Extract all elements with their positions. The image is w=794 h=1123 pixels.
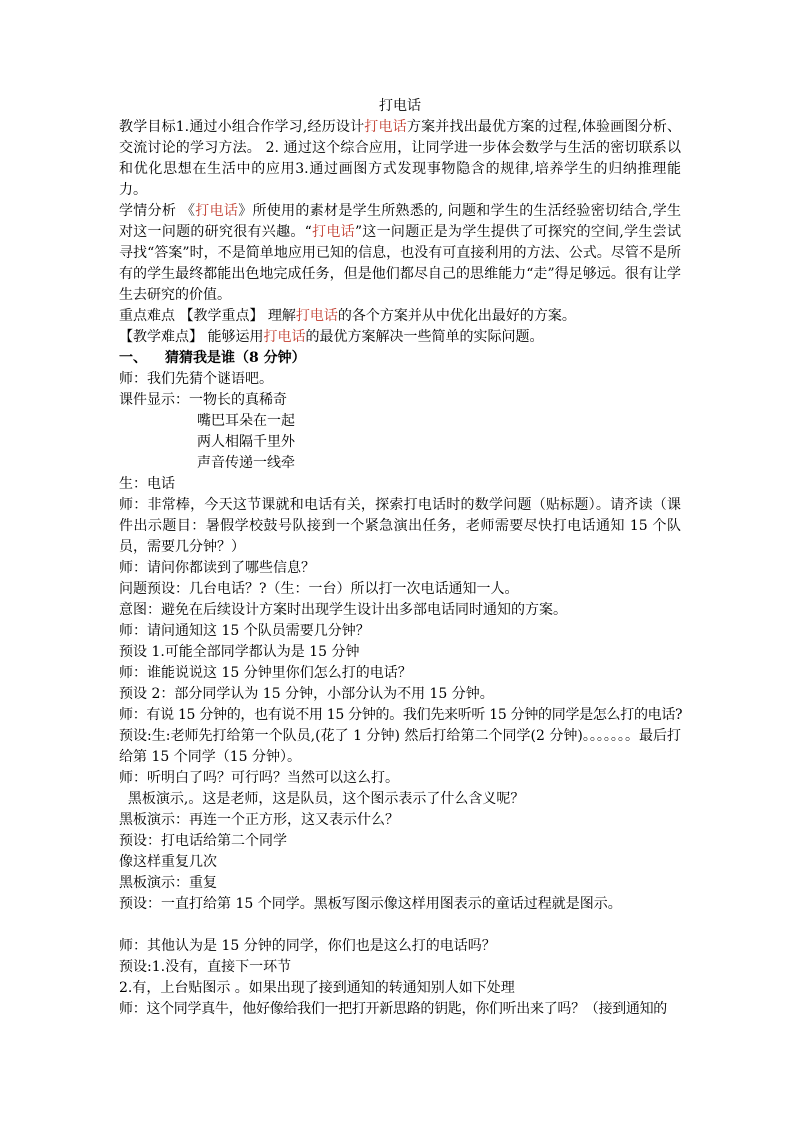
text-line: 预设 1.可能全部同学都认为是 15 分钟 xyxy=(119,644,360,660)
key-text-2: 的各个方案并从中优化出最好的方案。 xyxy=(337,308,576,324)
analysis-text-2: 》所使用的素材是学生所熟悉的, 问题和学生的生活经验密切结合,学生对这一问题的研究很有兴趣。“ xyxy=(119,203,681,240)
goals-highlight: 打电话 xyxy=(364,119,407,135)
section-number: 一、 xyxy=(119,350,147,366)
text-line: 师：有说 15 分钟的，也有说不用 15 分钟的。我们先来听听 15 分钟的同学是怎么打的电话? xyxy=(119,707,683,723)
text-line: 生：电话 xyxy=(119,476,175,492)
difficult-highlight: 打电话 xyxy=(263,329,306,345)
text-line: 师：听明白了吗？可行吗？当然可以这么打。 xyxy=(119,770,399,786)
analysis-highlight-2: 打电话 xyxy=(311,224,355,240)
text-line: 像这样重复几次 xyxy=(119,854,217,870)
riddle-line: 声音传递一线牵 xyxy=(197,455,295,471)
text-line: 预设：打电话给第二个同学 xyxy=(119,833,287,849)
difficult-points xyxy=(119,327,681,348)
key-highlight: 打电话 xyxy=(295,308,338,324)
text-line: 问题预设：几台电话？?（生：一台）所以打一次电话通知一人。 xyxy=(119,581,519,597)
section-heading xyxy=(119,348,681,369)
document-page xyxy=(119,96,681,1020)
riddle-line: 嘴巴耳朵在一起 xyxy=(197,413,295,429)
analysis-text-3: ”这一问题正是为学生提供了可探究的空间,学生尝试寻找“答案”时，不是简单地应用已知的信息，也没有可直接利用的方法、公式。尽管不是所有的学生最终都能出色地完成任务，但是他们都尽自己的思维能力“走”得足够远。很有让学生去研究的价值。 xyxy=(119,224,681,303)
text-line: 预设：一直打给第 15 个同学。黑板写图示像这样用图表示的童话过程就是图示。 xyxy=(119,896,622,912)
text-line: 课件显示：一物长的真稀奇 xyxy=(119,392,287,408)
text-line: 师：这个同学真牛，他好像给我们一把打开新思路的钥匙，你们听出来了吗？（接到通知的 xyxy=(119,1001,667,1017)
key-points xyxy=(119,306,681,327)
riddle-line: 两人相隔千里外 xyxy=(197,434,295,450)
text-line: 黑板演示,。这是老师，这是队员，这个图示表示了什么含义呢？ xyxy=(119,791,525,807)
page-title: 打电话 xyxy=(379,98,421,114)
student-analysis xyxy=(119,201,681,306)
text-line: 2.有，上台贴图示 。如果出现了接到通知的转通知别人如下处理 xyxy=(119,980,515,996)
text-line: 师：我们先猜个谜语吧。 xyxy=(119,371,273,387)
text-line: 师：请问你都读到了哪些信息？ xyxy=(119,560,315,576)
goals-text-1: 教学目标1.通过小组合作学习,经历设计 xyxy=(119,119,365,135)
text-line: 师：其他认为是 15 分钟的同学，你们也是这么打的电话吗？ xyxy=(119,938,496,954)
text-line: 意图：避免在后续设计方案时出现学生设计出多部电话同时通知的方案。 xyxy=(119,602,567,618)
difficult-text-2: 的最优方案解决一些简单的实际问题。 xyxy=(305,329,544,345)
teaching-goals xyxy=(119,117,681,201)
text-line: 师：请问通知这 15 个队员需要几分钟？ xyxy=(119,623,370,639)
text-line: 黑板演示：再连一个正方形，这又表示什么？ xyxy=(119,812,399,828)
difficult-text-1: 【教学难点】 能够运用 xyxy=(119,329,264,345)
blank-line xyxy=(119,915,681,936)
goals-text-2: 方案并找出最优方案的过程,体验画图分析、交流讨论的学习方法。 2. 通过这个综合应用，让同学进一步体会数学与生活的密切联系以和优化思想在生活中的应用3.通过画图方式发现事物隐含的规律,培养学生的归纳推理能力。 xyxy=(119,119,682,198)
analysis-highlight-1: 打电话 xyxy=(195,203,239,219)
text-line: 黑板演示：重复 xyxy=(119,875,217,891)
text-line: 师：谁能说说这 15 分钟里你们怎么打的电话？ xyxy=(119,665,412,681)
text-paragraph: 预设:生:老师先打给第一个队员,(花了 1 分钟) 然后打给第二个同学(2 分钟)。。。。。。。最后打给第 15 个同学（15 分钟）。 xyxy=(119,728,681,765)
text-line: 预设:1.没有，直接下一环节 xyxy=(119,959,292,975)
text-paragraph: 师：非常棒，今天这节课就和电话有关，探索打电话时的数学问题（贴标题）。请齐读（课件出示题目：暑假学校鼓号队接到一个紧急演出任务，老师需要尽快打电话通知 15 个队员，需要几分钟？） xyxy=(119,497,681,555)
section-title: 猜猜我是谁（8 分钟） xyxy=(165,350,306,366)
text-line: 预设 2：部分同学认为 15 分钟，小部分认为不用 15 分钟。 xyxy=(119,686,494,702)
key-text-1: 重点难点 【教学重点】 理解 xyxy=(119,308,296,324)
analysis-text-1: 学情分析 《 xyxy=(119,203,196,219)
